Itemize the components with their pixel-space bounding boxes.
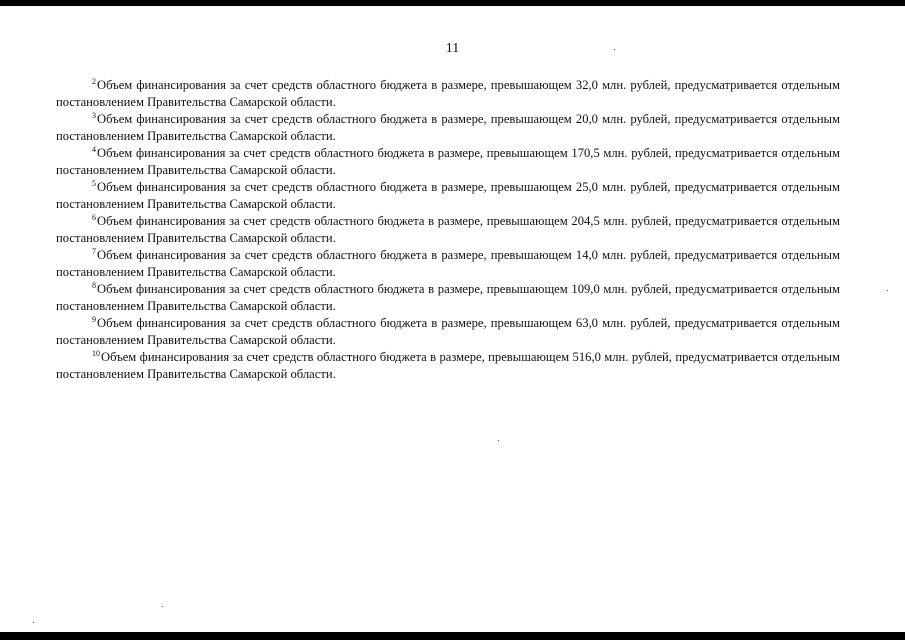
footnote-mark: 3: [92, 110, 96, 120]
footnote-text: Объем финансирования за счет средств областного бюджета в размере, превышающем 25,0 млн. рублей, предусматривается отдельным постановлением Правительства Самарской области.: [56, 180, 840, 211]
footnote-text: Объем финансирования за счет средств областного бюджета в размере, превышающем 204,5 млн. рублей, предусматривается отдельным постановлением Правительства Самарской области.: [56, 214, 840, 245]
footnote-mark: 4: [92, 144, 96, 154]
footnote-mark: 10: [92, 348, 100, 358]
footnote-text: Объем финансирования за счет средств областного бюджета в размере, превышающем 170,5 млн. рублей, предусматривается отдельным постановлением Правительства Самарской области.: [56, 146, 840, 177]
scan-speck: [887, 290, 888, 291]
footnote: [56, 349, 840, 383]
scan-speck: [162, 606, 163, 607]
footnote-text: Объем финансирования за счет средств областного бюджета в размере, превышающем 20,0 млн. рублей, предусматривается отдельным постановлением Правительства Самарской области.: [56, 112, 840, 143]
footnote-mark: 7: [92, 246, 96, 256]
footnote-mark: 9: [92, 314, 96, 324]
footnote-mark: 6: [92, 212, 96, 222]
footnote-mark: 8: [92, 280, 96, 290]
footnote: [56, 247, 840, 281]
footnotes-list: [56, 77, 840, 383]
footnote: [56, 179, 840, 213]
scan-top-border: [0, 0, 905, 6]
footnote-text: Объем финансирования за счет средств областного бюджета в размере, превышающем 14,0 млн. рублей, предусматривается отдельным постановлением Правительства Самарской области.: [56, 248, 840, 279]
footnote-mark: 2: [92, 76, 96, 86]
scan-bottom-border: [0, 632, 905, 640]
scan-speck: [33, 622, 34, 623]
page-number: 11: [445, 41, 460, 56]
footnote-text: Объем финансирования за счет средств областного бюджета в размере, превышающем 516,0 млн. рублей, предусматривается отдельным постановлением Правительства Самарской области.: [56, 350, 840, 381]
footnote: [56, 315, 840, 349]
scan-speck: [498, 440, 499, 441]
footnote-mark: 5: [92, 178, 96, 188]
footnote: [56, 77, 840, 111]
footnote: [56, 111, 840, 145]
footnote: [56, 213, 840, 247]
footnote-text: Объем финансирования за счет средств областного бюджета в размере, превышающем 63,0 млн. рублей, предусматривается отдельным постановлением Правительства Самарской области.: [56, 316, 840, 347]
footnote-text: Объем финансирования за счет средств областного бюджета в размере, превышающем 32,0 млн. рублей, предусматривается отдельным постановлением Правительства Самарской области.: [56, 78, 840, 109]
scan-speck: [614, 49, 615, 50]
footnote: [56, 145, 840, 179]
footnote: [56, 281, 840, 315]
footnote-text: Объем финансирования за счет средств областного бюджета в размере, превышающем 109,0 млн. рублей, предусматривается отдельным постановлением Правительства Самарской области.: [56, 282, 840, 313]
